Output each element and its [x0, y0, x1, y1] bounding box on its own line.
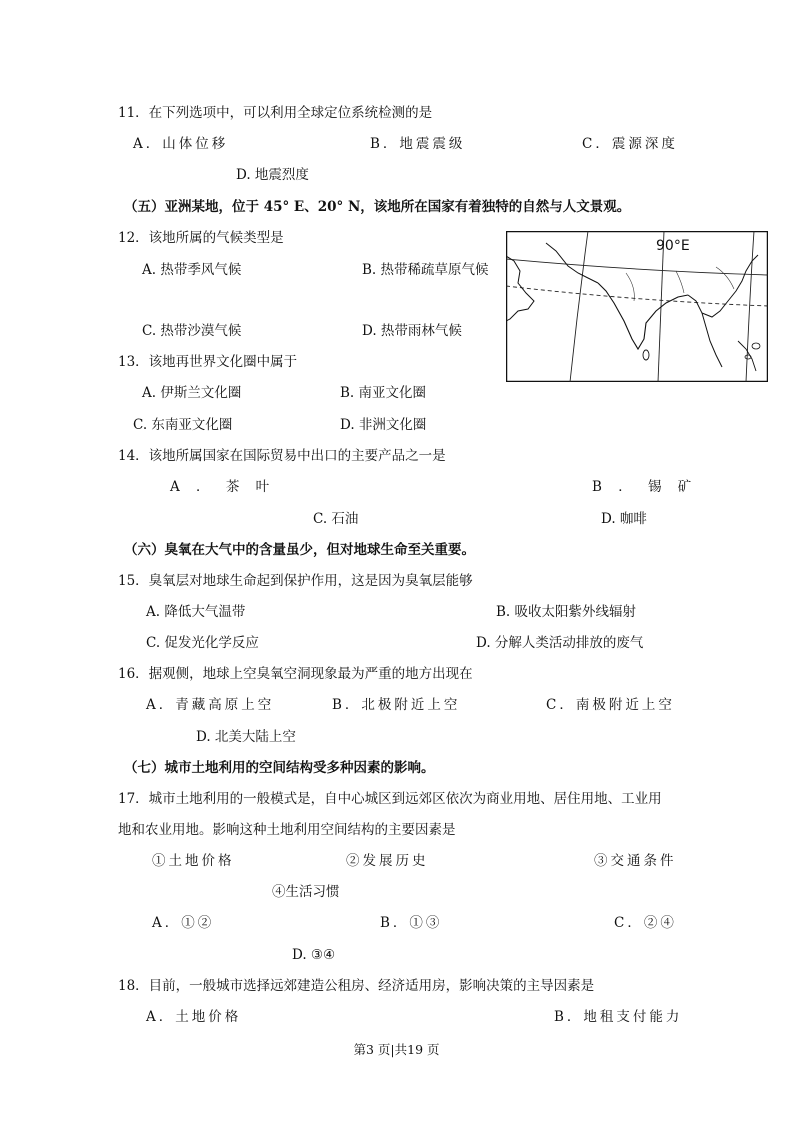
q17-stem-line-2: 地和农业用地。影响这种土地利用空间结构的主要因素是 — [118, 822, 456, 838]
q11-option-b: B．地震震级 — [370, 136, 466, 152]
q13-option-a: A. 伊斯兰文化圈 — [142, 385, 242, 401]
section-7-heading: （七）城市土地利用的空间结构受多种因素的影响。 — [124, 760, 435, 776]
q16-option-c: C．南极附近上空 — [546, 697, 675, 713]
q17-option-d: D. ③④ — [292, 947, 336, 963]
q18-option-b: B．地租支付能力 — [554, 1009, 683, 1025]
q14-option-a: A ． 茶 叶 — [170, 479, 276, 495]
q13-stem: 13．该地再世界文化圈中属于 — [118, 354, 298, 370]
q15-option-d: D. 分解人类活动排放的废气 — [476, 635, 644, 651]
section-6-heading: （六）臭氧在大气中的含量虽少，但对地球生命至关重要。 — [124, 542, 475, 558]
q17-factor-3: ③交通条件 — [594, 853, 677, 869]
q15-option-b: B. 吸收太阳紫外线辐射 — [496, 604, 637, 620]
q17-option-b: B．①③ — [380, 915, 443, 931]
q14-option-c: C. 石油 — [313, 511, 359, 527]
q17-factor-1: ①土地价格 — [152, 853, 235, 869]
q13-option-b: B. 南亚文化圈 — [340, 385, 427, 401]
q16-option-b: B．北极附近上空 — [332, 697, 461, 713]
q16-option-a: A．青藏高原上空 — [146, 697, 275, 713]
q11-option-a: A．山体位移 — [133, 136, 229, 152]
q12-option-b: B. 热带稀疏草原气候 — [362, 262, 489, 278]
q12-option-c: C. 热带沙漠气候 — [142, 323, 242, 339]
asia-map-graphic — [506, 231, 768, 382]
map-meridian-label: 90°E — [656, 238, 690, 254]
q15-option-a: A. 降低大气温带 — [146, 604, 246, 620]
q11-option-d: D. 地震烈度 — [236, 167, 309, 183]
q14-stem: 14．该地所属国家在国际贸易中出口的主要产品之一是 — [118, 448, 446, 464]
q11-option-c: C．震源深度 — [582, 136, 678, 152]
asia-map — [506, 231, 768, 382]
q18-option-a: A．土地价格 — [146, 1009, 242, 1025]
q17-option-a: A．①② — [152, 915, 215, 931]
q14-option-b: B ． 锡 矿 — [592, 479, 698, 495]
q13-option-c: C. 东南亚文化圈 — [133, 417, 233, 433]
q13-option-d: D. 非洲文化圈 — [340, 417, 427, 433]
q14-option-d: D. 咖啡 — [601, 511, 647, 527]
q11-stem: 11．在下列选项中，可以利用全球定位系统检测的是 — [118, 105, 433, 121]
page-footer: 第3 页|共19 页 — [353, 1042, 440, 1057]
section-5-heading: （五）亚洲某地，位于 45° E、20° N，该地所在国家有着独特的自然与人文景观。 — [124, 199, 631, 215]
q15-option-c: C. 促发光化学反应 — [146, 635, 259, 651]
q16-stem: 16．据观侧，地球上空臭氧空洞现象最为严重的地方出现在 — [118, 666, 473, 682]
q12-option-a: A. 热带季风气候 — [142, 262, 242, 278]
q17-stem-line-1: 17．城市土地利用的一般模式是，自中心城区到远郊区依次为商业用地、居住用地、工业用 — [118, 791, 662, 807]
q18-stem: 18．目前，一般城市选择远郊建造公租房、经济适用房，影响决策的主导因素是 — [118, 978, 595, 994]
q15-stem: 15．臭氧层对地球生命起到保护作用，这是因为臭氧层能够 — [118, 573, 473, 589]
q16-option-d: D. 北美大陆上空 — [196, 729, 296, 745]
q17-option-c: C．②④ — [614, 915, 677, 931]
q12-option-d: D. 热带雨林气候 — [362, 323, 462, 339]
q12-stem: 12．该地所属的气候类型是 — [118, 230, 284, 246]
q17-factor-2: ②发展历史 — [346, 853, 429, 869]
q17-factor-4: ④生活习惯 — [272, 884, 340, 900]
